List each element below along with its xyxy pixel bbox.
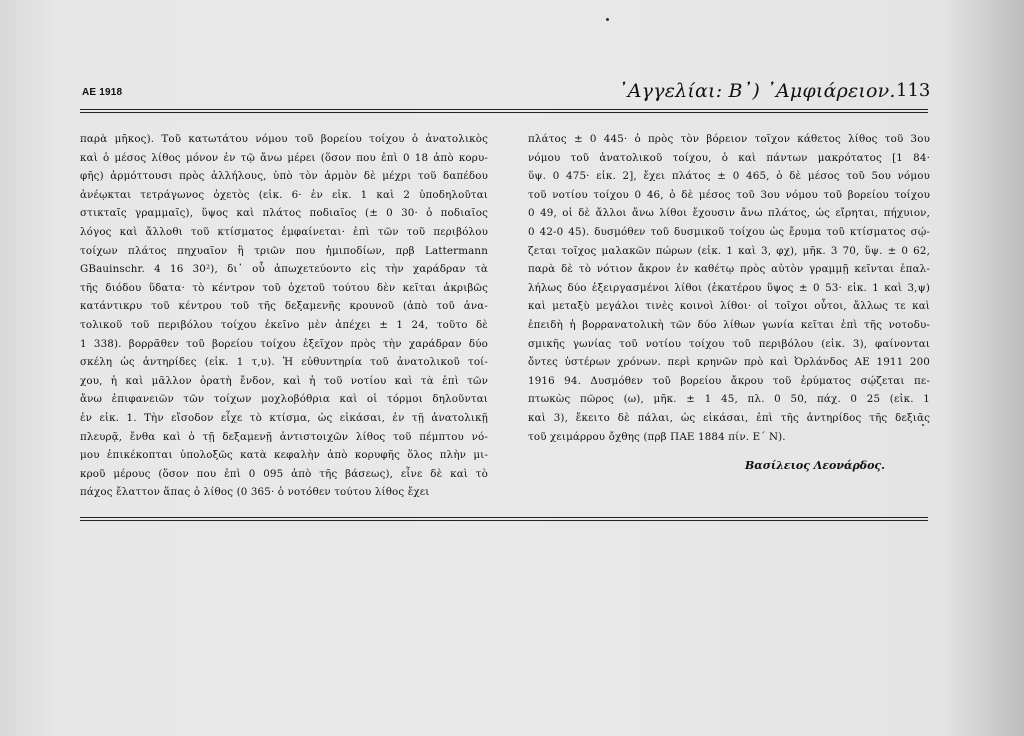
text-line: ἀνέῳκται τετράγωνος ὀχετὸς (εἰκ. 6· ἐν εἰκ. 1 καὶ 2 ὑποδηλοῦται <box>80 188 488 201</box>
footer-rule-top <box>80 517 928 518</box>
text-line: τοῦ νοτίου τοίχου 0 46, ὁ δὲ μέσος τοῦ 3ου νόμου τοῦ βορείου τοίχου <box>528 188 930 201</box>
text-line: πτωκὼς πῶρος (ω), μῆκ. ± 1 45, πλ. 0 50, πάχ. 0 25 (εἰκ. 1 <box>528 393 930 406</box>
author-signature: Βασίλειος Λεονάρδος. <box>745 459 885 472</box>
text-line: φῆς) ἁρμόττουσι πρὸς ἀλλήλους, ὑπὸ τὸν ἁρμὸν δὲ μέχρι τοῦ δαπέδου <box>80 170 488 183</box>
running-title: ᾿Αγγελίαι: Β᾿) ᾿Αμφιάρειον. <box>618 80 896 102</box>
text-line: μου ἐπικέκοπται ὑπολοξῶς κατὰ κεφαλὴν ἀπὸ κορυφῆς ὅλος πλὴν μι- <box>80 449 488 462</box>
text-line: λήλως δύο ἐξειργασμένοι λίθοι (ἑκατέρου ὕψος ± 0 53· εἰκ. 1 καὶ 3,ψ) <box>528 281 930 294</box>
text-line: λόγος καὶ ἄλλοθι τοῦ κτίσματος ἐμφαίνεται· ἐπὶ τῶν τοῦ περιβόλου <box>80 225 488 238</box>
text-line: ἐπειδὴ ἡ βορρανατολικὴ τῶν δύο λίθων γωνία κεῖται ἐπὶ τῆς νοτοδυ- <box>528 318 930 331</box>
text-line: στικταῖς γραμμαῖς), ὕψος καὶ πλάτος ποδιαῖος (± 0 30· ὁ ποδιαῖος <box>80 207 488 220</box>
text-line: καὶ ὁ μέσος λίθος μόνον ἐν τῷ ἄνω μέρει (ὅσον που ἐπὶ 0 18 ἀπὸ κορυ- <box>80 151 488 164</box>
text-line: παρὰ μῆκος). Τοῦ κατωτάτου νόμου τοῦ βορείου τοίχου ὁ ἀνατολικὸς <box>80 133 488 145</box>
text-line: 1916 94. Δυσμόθεν τοῦ βορείου ἄκρου τοῦ ἐρύματος σῴζεται πε- <box>528 374 930 387</box>
text-line: ὄντες ὑστέρων χρόνων. περὶ κρηνῶν πρὸ καὶ Ὀρλάνδος ΑΕ 1911 200 <box>528 356 930 369</box>
footer-rule-bottom <box>80 520 928 521</box>
text-line: τολικοῦ τοῦ περιβόλου τοίχου ἐκεῖνο μὲν ἀπέχει ± 1 24, τοῦτο δὲ <box>80 318 488 331</box>
text-line: τῆς διόδου ὕδατα· τὸ κέντρον τοῦ ὀχετοῦ τούτου δὲν κεῖται ἀκριβῶς <box>80 281 488 294</box>
text-line: 0 42-0 45). δυσμόθεν τοῦ δυσμικοῦ τοίχου ὡς ἔρυμα τοῦ κτίσματος σῴ- <box>528 225 930 238</box>
text-line: σμικῆς γωνίας τοῦ νοτίου τοίχου τοῦ περιβόλου (εἰκ. 3), φαίνονται <box>528 337 930 350</box>
text-line: ζεται τοῖχος μαλακῶν πώρων (εἰκ. 1 καὶ 3, φχ), μῆκ. 3 70, ὕψ. ± 0 62, <box>528 244 930 257</box>
text-line: τοῦ χειμάρρου ὄχθης (πρβ ΠΑΕ 1884 πίν. Ε΄ Ν). <box>528 430 786 443</box>
text-line: ἄνω ἐπιφανειῶν τῶν τοίχων μοχλοβόθρια καὶ οἱ τόρμοι δηλοῦνται <box>80 393 488 406</box>
text-line: πλάτος ± 0 445· ὁ πρὸς τὸν βόρειον τοῖχον κάθετος λίθος τοῦ 3ου <box>528 133 930 145</box>
text-line: πλευρᾷ, ἔνθα καὶ ὁ τῇ δεξαμενῇ ἀντιστοιχῶν λίθος τοῦ πέμπτου νό- <box>80 430 488 443</box>
text-line: τοίχων πλάτος πηχυαῖον ἢ τριῶν που ἡμιποδίων, πρβ Lattermann <box>80 244 488 257</box>
text-line: νόμου τοῦ ἀνατολικοῦ τοίχου, ὁ καὶ πάντων μακρότατος [1 84· <box>528 151 930 164</box>
print-speck <box>606 18 609 21</box>
text-line: κατάντικρυ τοῦ κέντρου τοῦ τῆς δεξαμενῆς κρουνοῦ (ἀπὸ τοῦ ἀνα- <box>80 300 488 313</box>
text-line: παρὰ δὲ τὸ νότιον ἄκρον ἐν καθέτῳ πρὸς αὐτὸν γραμμῇ κεῖνται ἐπαλ- <box>528 263 930 276</box>
journal-abbreviation: ΑΕ 1918 <box>82 87 123 98</box>
text-line: σκέλη ὡς ἀντηρίδες (εἰκ. 1 τ,υ). Ἡ εὐθυντηρία τοῦ ἀνατολικοῦ τοί- <box>80 356 488 369</box>
text-line: καὶ μεταξὺ μεγάλοι τινὲς κοινοὶ λίθοι· οἱ τοῖχοι οὗτοι, ἄλλως τε καὶ <box>528 300 930 313</box>
header-rule-bottom <box>80 112 928 113</box>
text-line: πάχος ἔλαττον ἅπας ὁ λίθος (0 365· ὁ νοτόθεν τούτου λίθος ἔχει <box>80 486 430 499</box>
print-speck <box>922 424 924 426</box>
text-line: κροῦ μέρους (ὅσον που ἐπὶ 0 095 ἀπὸ τῆς βάσεως), εἶνε δὲ καὶ τὸ <box>80 467 488 480</box>
text-line: 1 338). βορρᾶθεν τοῦ βορείου τοίχου ἐξεῖχον πρὸς τὴν χαράδραν δύο <box>80 337 488 350</box>
text-line: χου, ἡ καὶ μᾶλλον ὁρατὴ ἔνδον, καὶ ἡ τοῦ νοτίου καὶ τὰ ἐπὶ τῶν <box>80 374 488 387</box>
header-rule-top <box>80 109 928 110</box>
text-line: 0 49, οἱ δὲ ἄλλοι ἄνω λίθοι ἔχουσιν ἄνω πλάτος, ὡς εἴρηται, πήχυιον, <box>528 207 930 220</box>
right-text-column <box>528 130 930 446</box>
text-line: ὕψ. 0 475· εἰκ. 2], ἔχει πλάτος ± 0 465, ὁ δὲ μέσος τοῦ 5ου νόμου <box>528 170 930 183</box>
left-text-column <box>80 130 488 502</box>
text-line: ἐν εἰκ. 1. Τὴν εἴσοδον εἶχε τὸ κτίσμα, ὡς εἰκάσαι, ἐν τῇ ἀνατολικῇ <box>80 411 488 424</box>
page-number: 113 <box>896 80 931 101</box>
text-line: GBauinschr. 4 16 30²), δι᾿ οὗ ἀπωχετεύοντο εἰς τὴν χαράδραν τὰ <box>80 263 488 276</box>
text-line: καὶ 3), ἔκειτο δὲ πάλαι, ὡς εἰκάσαι, ἐπὶ τῆς ἀντηρίδος τῆς δεξιᾶς <box>528 411 930 424</box>
